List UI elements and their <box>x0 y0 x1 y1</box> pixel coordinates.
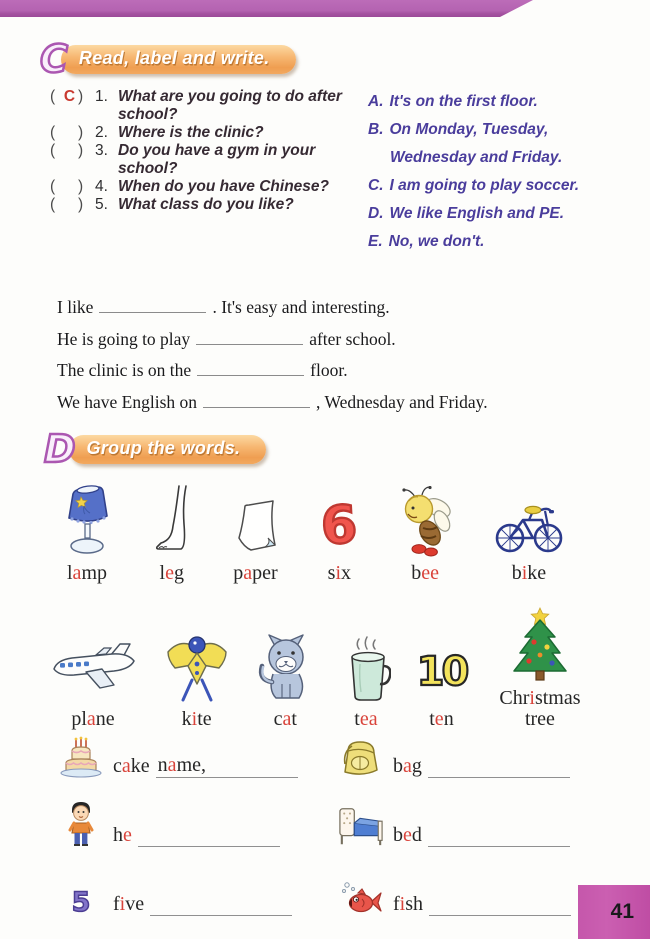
paren-close: ) <box>78 196 84 213</box>
word-part: sh <box>405 893 424 915</box>
word-part: b <box>411 562 422 584</box>
word-part-red: i <box>529 687 535 709</box>
pair-word-he <box>113 823 132 847</box>
question-number-5: 5. <box>95 196 108 213</box>
word-part-red: a <box>403 755 412 777</box>
paper-icon <box>230 494 282 558</box>
plane-icon <box>48 640 138 696</box>
blank-line-2 <box>196 330 303 345</box>
section-c-header <box>40 37 296 81</box>
word-part: me, <box>176 754 206 776</box>
word-part-red: a <box>243 562 253 584</box>
word-part: f <box>393 893 400 915</box>
cat-icon <box>255 634 315 704</box>
section-d-title: Group the words. <box>69 435 267 464</box>
word-label-ten <box>429 709 453 730</box>
word-label-tea <box>354 709 377 730</box>
option-text: I am going to play soccer. <box>389 177 579 194</box>
word-label-lamp <box>67 563 107 584</box>
answer-line-he <box>138 846 280 847</box>
pair-cake <box>58 730 338 778</box>
option-letter: E. <box>368 233 383 250</box>
fish-icon <box>340 880 382 916</box>
fill-blank-sentences <box>57 292 617 418</box>
word-card-leg <box>154 478 190 584</box>
word-part-red: a <box>121 755 131 777</box>
word-part: ke <box>130 755 150 777</box>
question-number-1: 1. <box>95 88 108 105</box>
question-text-1: What are you going to do after school? <box>118 88 342 123</box>
word-part-red: i <box>521 562 528 584</box>
word-part-red: i <box>119 893 126 915</box>
option-a <box>368 88 630 116</box>
sentence-after: floor. <box>310 360 348 380</box>
question-item-4 <box>50 178 368 196</box>
blank-line-4 <box>203 393 310 408</box>
lamp-icon <box>60 484 114 558</box>
option-letter: B. <box>368 121 384 138</box>
word-part: g <box>411 755 422 777</box>
word-part-red: i <box>399 893 406 915</box>
sentence-3 <box>57 355 617 387</box>
question-item-1 <box>50 88 368 124</box>
bed-icon <box>338 805 384 847</box>
word-part: k <box>181 708 192 730</box>
answer-slot-3 <box>61 142 78 178</box>
word-part: te <box>197 708 212 730</box>
kite-icon <box>164 632 230 704</box>
option-letter: D. <box>368 205 384 222</box>
word-card-christmas-tree <box>492 603 588 730</box>
word-part: p <box>233 562 244 584</box>
word-part: f <box>113 893 120 915</box>
sentence-before: He is going to play <box>57 328 191 349</box>
question-text-5: What class do you like? <box>118 196 294 213</box>
sentence-before: The clinic is on the <box>57 360 192 380</box>
paren-close: ) <box>78 88 84 105</box>
word-part-red: ee <box>421 562 440 584</box>
sentence-before: I like <box>57 297 94 317</box>
word-part: x <box>341 562 352 584</box>
answer-line-cake <box>156 753 298 778</box>
pair-bag <box>338 730 618 778</box>
word-part: stmas tree <box>524 687 581 730</box>
bike-icon <box>493 498 565 554</box>
word-card-cat <box>255 624 315 730</box>
section-c-title: Read, label and write. <box>61 45 296 74</box>
bag-icon <box>339 738 383 778</box>
option-text: We like English and PE. <box>389 205 565 222</box>
word-card-ten <box>417 624 467 730</box>
word-part: c <box>113 755 122 777</box>
option-e <box>368 228 630 256</box>
pair-fish <box>338 868 618 916</box>
word-card-bike <box>493 478 565 584</box>
word-part: c <box>273 708 283 730</box>
word-card-kite <box>164 624 230 730</box>
word-part: t <box>354 708 360 730</box>
option-d <box>368 200 630 228</box>
word-card-six <box>321 478 357 584</box>
question-number-4: 4. <box>95 178 108 195</box>
answer-slot-5 <box>61 196 78 214</box>
word-part-red: i <box>335 562 342 584</box>
word-label-paper <box>233 563 277 584</box>
sentence-after: . It's easy and interesting. <box>212 297 390 317</box>
section-d-header <box>44 427 266 471</box>
questions-column <box>50 88 368 256</box>
word-part: ne <box>95 708 115 730</box>
word-card-paper <box>230 478 282 584</box>
blank-line-1 <box>99 298 206 313</box>
word-part: b <box>511 562 522 584</box>
paren-close: ) <box>78 142 84 159</box>
paren-close: ) <box>78 124 84 141</box>
word-part-red: a <box>167 754 177 776</box>
sentence-2 <box>57 324 617 356</box>
word-row-2 <box>48 603 588 730</box>
word-label-kite <box>182 709 212 730</box>
word-part: t <box>291 708 297 730</box>
sentence-after: after school. <box>309 328 396 349</box>
word-part-red: e <box>165 562 174 584</box>
word-part: ve <box>125 893 145 915</box>
word-part: n <box>157 754 168 776</box>
word-part: s <box>327 562 336 584</box>
word-part: b <box>393 755 403 777</box>
pair-word-bag <box>393 754 422 778</box>
word-label-cat <box>274 709 297 730</box>
word-part: g <box>173 562 184 584</box>
word-part: n <box>443 708 454 730</box>
sentence-after: , Wednesday and Friday. <box>316 391 488 412</box>
question-number-2: 2. <box>95 124 108 141</box>
word-label-christmas-tree <box>492 688 588 730</box>
word-part-red: e <box>123 824 132 846</box>
word-pairs-grid <box>58 730 618 916</box>
pair-word-cake <box>113 754 150 778</box>
matching-exercise <box>50 88 635 256</box>
question-item-5 <box>50 196 368 214</box>
section-d-letter: D <box>44 427 76 471</box>
boy-icon <box>67 801 95 847</box>
question-text-2: Where is the clinic? <box>118 124 264 141</box>
word-card-tea <box>341 624 391 730</box>
section-c-letter: C <box>40 37 68 81</box>
on-line-word <box>158 754 206 776</box>
bee-icon <box>397 486 453 558</box>
paren-open: ( <box>50 196 56 213</box>
cake-icon <box>59 736 103 778</box>
christmas-tree-icon <box>507 607 573 683</box>
option-text: It's on the first floor. <box>389 93 538 110</box>
ten-numeral: 10 <box>416 649 467 695</box>
word-card-lamp <box>60 478 114 584</box>
page-number-box <box>578 885 650 939</box>
question-item-3 <box>50 142 368 178</box>
tea-icon <box>341 636 391 704</box>
sentence-4 <box>57 387 617 419</box>
pair-word-fish <box>393 892 423 916</box>
word-part: t <box>429 708 435 730</box>
word-part: ke <box>527 562 547 584</box>
option-letter: A. <box>368 93 384 110</box>
pair-five <box>58 868 338 916</box>
six-numeral: 6 <box>319 495 359 557</box>
paren-close: ) <box>78 178 84 195</box>
question-item-2 <box>50 124 368 142</box>
option-letter: C. <box>368 177 384 194</box>
word-part-red: a <box>282 708 292 730</box>
word-label-bike <box>512 563 546 584</box>
word-part: l <box>159 562 166 584</box>
option-text: On Monday, Tuesday, Wednesday and Friday. <box>389 121 563 166</box>
page-number: 41 <box>610 900 634 923</box>
word-label-plane <box>71 709 114 730</box>
answer-slot-1: C <box>63 88 76 105</box>
question-text-4: When do you have Chinese? <box>118 178 329 195</box>
pair-word-bed <box>393 823 422 847</box>
answer-line-bed <box>428 846 570 847</box>
five-numeral: 5 <box>71 887 91 918</box>
word-part-red: i <box>191 708 198 730</box>
paren-open: ( <box>50 124 56 141</box>
pair-he <box>58 799 338 847</box>
leg-icon <box>154 484 190 558</box>
word-label-six <box>328 563 351 584</box>
sentence-before: We have English on <box>57 391 198 412</box>
question-number-3: 3. <box>95 142 108 159</box>
word-part: pl <box>71 708 87 730</box>
answer-slot-4 <box>61 178 78 196</box>
answer-slot-2 <box>61 124 78 142</box>
paren-open: ( <box>50 88 56 105</box>
word-label-leg <box>160 563 184 584</box>
word-part-red: e <box>403 824 412 846</box>
word-card-bee <box>397 478 453 584</box>
pair-word-five <box>113 892 144 916</box>
word-part: d <box>411 824 422 846</box>
word-part: h <box>113 824 123 846</box>
word-part-red: a <box>86 708 96 730</box>
word-card-plane <box>48 624 138 730</box>
word-part: l <box>66 562 73 584</box>
word-label-bee <box>411 563 439 584</box>
word-row-1 <box>60 478 565 584</box>
word-part: per <box>252 562 278 584</box>
sentence-1 <box>57 292 617 324</box>
question-text-3: Do you have a gym in your school? <box>118 142 316 177</box>
pair-bed <box>338 799 618 847</box>
word-part: Chr <box>499 687 530 709</box>
word-part: mp <box>81 562 107 584</box>
blank-line-3 <box>197 361 304 376</box>
word-part-red: a <box>72 562 82 584</box>
word-part-red: e <box>434 708 444 730</box>
answer-line-five <box>150 915 292 916</box>
answer-line-bag <box>428 777 570 778</box>
top-decor-banner <box>0 0 533 17</box>
option-text: No, we don't. <box>388 233 485 250</box>
answer-line-fish <box>429 915 571 916</box>
options-column <box>368 88 630 256</box>
option-c <box>368 172 630 200</box>
word-part: b <box>393 824 403 846</box>
paren-open: ( <box>50 142 56 159</box>
word-part-red: ea <box>359 708 378 730</box>
option-b <box>368 116 630 172</box>
paren-open: ( <box>50 178 56 195</box>
